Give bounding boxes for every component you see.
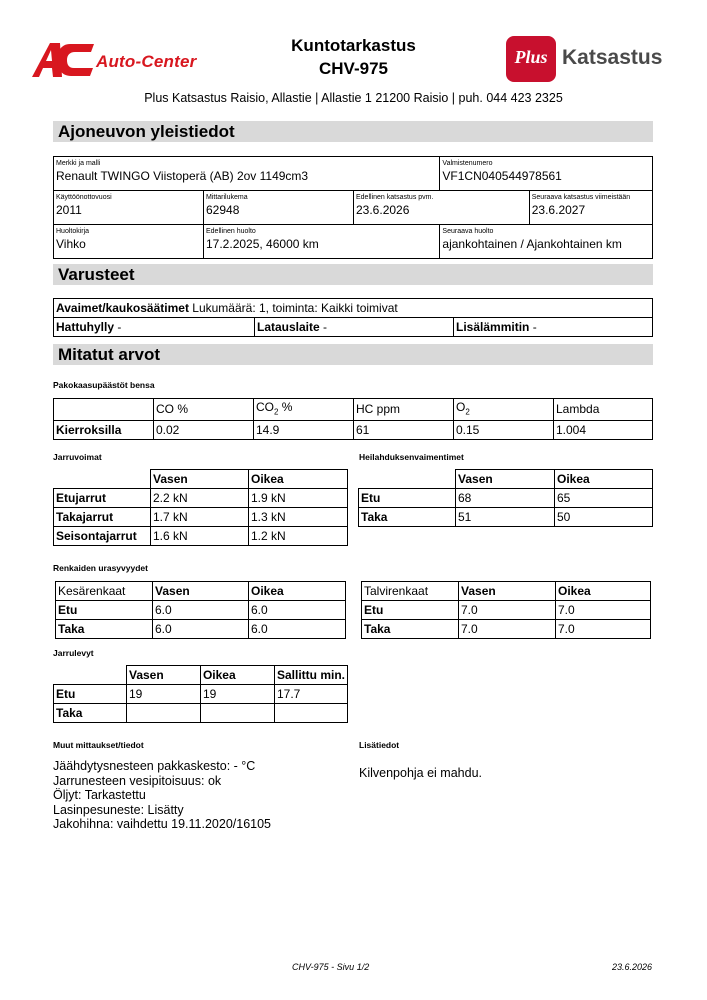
prev-inspection-value: 23.6.2026 (356, 203, 410, 217)
extra-title: Lisätiedot (359, 740, 400, 750)
table-row (359, 489, 653, 508)
summer-left-value: 6.0 (153, 601, 249, 620)
emissions-header-co: CO % (154, 399, 254, 421)
list-item: Lasinpesuneste: Lisätty (53, 802, 184, 817)
table-row (362, 620, 651, 639)
odometer-label: Mittarilukema (206, 194, 248, 201)
charger-value: - (319, 319, 328, 334)
shocks-right-value: 65 (555, 489, 653, 508)
emissions-header-o2 (454, 399, 554, 421)
winter-header-label: Talvirenkaat (362, 582, 459, 601)
make-model-label: Merkki ja malli (56, 160, 101, 167)
winter-row-label: Etu (362, 601, 459, 620)
o2-subscript: 2 (465, 407, 470, 417)
brakes-row-label: Takajarrut (54, 508, 151, 527)
emissions-header-lambda: Lambda (554, 399, 653, 421)
list-item: Jäähdytysnesteen pakkaskesto: - °C (53, 759, 256, 773)
brakes-left-value: 2.2 kN (151, 489, 249, 508)
prev-service-label: Edellinen huolto (206, 228, 256, 235)
shocks-right-value: 50 (555, 508, 653, 527)
plus-logo-text: Katsastus (562, 46, 663, 69)
odometer-cell (204, 191, 354, 225)
table-row (54, 704, 348, 723)
discs-header-right: Oikea (200, 666, 274, 685)
discs-title: Jarrulevyt (53, 648, 94, 658)
winter-header-right: Oikea (556, 582, 651, 601)
make-model-value: Renault TWINGO Viistoperä (AB) 2ov 1149cm3 (56, 169, 309, 183)
tires-title: Renkaiden urasyvyydet (53, 563, 148, 573)
emissions-o2-value: 0.15 (454, 421, 554, 440)
brakes-table (53, 469, 348, 546)
charger-label: Latauslaite (257, 319, 320, 334)
brakes-title: Jarruvoimat (53, 452, 102, 462)
emissions-title: Pakokaasupäästöt bensa (53, 380, 155, 390)
shocks-table (358, 469, 653, 527)
co2-unit: % (278, 400, 293, 414)
first-use-label: Käyttöönottovuosi (56, 194, 112, 201)
brakes-right-value: 1.2 kN (249, 527, 348, 546)
footer-page: CHV-975 - Sivu 1/2 (292, 962, 370, 972)
table-row (54, 527, 348, 546)
prev-inspection-cell (354, 191, 530, 225)
auto-center-logo (30, 40, 210, 80)
shocks-header-right: Oikea (555, 470, 653, 489)
list-item: Jarrunesteen vesipitoisuus: ok (53, 773, 222, 788)
keys-label: Avaimet/kaukosäätimet (56, 300, 189, 315)
brakes-left-value: 1.7 kN (151, 508, 249, 527)
other-measurements-list (53, 759, 271, 832)
shocks-row-label: Taka (359, 508, 456, 527)
emissions-row-label: Kierroksilla (54, 421, 154, 440)
summer-header-left: Vasen (153, 582, 249, 601)
ac-logo-mark-icon (30, 40, 96, 80)
brakes-left-value: 1.6 kN (151, 527, 249, 546)
table-row (54, 508, 348, 527)
shocks-row-label: Etu (359, 489, 456, 508)
vin-cell (440, 157, 653, 191)
co2-subscript: 2 (274, 407, 279, 417)
summer-tires-table (55, 581, 346, 639)
next-inspection-value: 23.6.2027 (531, 203, 586, 217)
discs-row-label: Taka (54, 704, 127, 723)
emissions-co-value: 0.02 (154, 421, 254, 440)
heater-label: Lisälämmitin (456, 319, 530, 334)
discs-right-value: 19 (200, 685, 274, 704)
plus-katsastus-logo (506, 36, 676, 82)
shocks-left-value: 51 (456, 508, 555, 527)
keys-cell (54, 299, 653, 318)
emissions-header-hc: HC ppm (354, 399, 454, 421)
extra-text: Kilvenpohja ei mahdu. (359, 766, 482, 780)
heater-value: - (529, 319, 537, 334)
section-equipment-title: Varusteet (53, 264, 653, 285)
table-row (362, 601, 651, 620)
table-row (54, 489, 348, 508)
summer-left-value: 6.0 (153, 620, 249, 639)
discs-header-min: Sallittu min. (274, 666, 347, 685)
winter-row-label: Taka (362, 620, 459, 639)
co2-label: CO (256, 400, 274, 414)
emissions-hc-value: 61 (354, 421, 454, 440)
general-info-table (53, 156, 653, 259)
discs-min-value: 17.7 (274, 685, 347, 704)
document-title: Kuntotarkastus (291, 36, 416, 55)
brakes-header-blank (54, 470, 151, 489)
prev-service-value: 17.2.2025, 46000 km (206, 237, 319, 251)
shocks-header-blank (359, 470, 456, 489)
summer-right-value: 6.0 (249, 601, 346, 620)
shelf-value: - (114, 319, 122, 334)
winter-left-value: 7.0 (459, 601, 556, 620)
service-book-cell (54, 225, 204, 259)
shocks-header-left: Vasen (456, 470, 555, 489)
section-general-title: Ajoneuvon yleistiedot (53, 121, 653, 142)
vin-label: Valmistenumero (442, 160, 493, 167)
next-inspection-label: Seuraava katsastus viimeistään (531, 194, 631, 201)
discs-min-value (274, 704, 347, 723)
brakes-header-left: Vasen (151, 470, 249, 489)
keys-value: Lukumäärä: 1, toiminta: Kaikki toimivat (188, 300, 398, 315)
service-book-value: Vihko (56, 237, 86, 251)
prev-service-cell (204, 225, 440, 259)
winter-right-value: 7.0 (556, 620, 651, 639)
discs-right-value (200, 704, 274, 723)
brakes-right-value: 1.3 kN (249, 508, 348, 527)
table-row (359, 508, 653, 527)
prev-inspection-label: Edellinen katsastus pvm. (356, 194, 434, 201)
heater-cell (454, 318, 653, 337)
station-address: Plus Katsastus Raisio, Allastie | Allastie 1 21200 Raisio | puh. 044 423 2325 (144, 91, 563, 105)
table-row (56, 620, 346, 639)
emissions-lambda-value: 1.004 (554, 421, 653, 440)
discs-header-left: Vasen (126, 666, 200, 685)
discs-header-blank (54, 666, 127, 685)
brakes-row-label: Seisontajarrut (54, 527, 151, 546)
plus-badge-icon (506, 36, 556, 82)
shocks-left-value: 68 (456, 489, 555, 508)
discs-row-label: Etu (54, 685, 127, 704)
summer-row-label: Taka (56, 620, 153, 639)
discs-table (53, 665, 348, 723)
odometer-value: 62948 (206, 203, 240, 217)
plus-badge-text: Plus (514, 47, 548, 67)
discs-left-value: 19 (126, 685, 200, 704)
charger-cell (255, 318, 454, 337)
o2-label: O (456, 400, 466, 414)
discs-left-value (126, 704, 200, 723)
brakes-header-right: Oikea (249, 470, 348, 489)
summer-header-label: Kesärenkaat (56, 582, 153, 601)
shelf-cell (54, 318, 255, 337)
registration-number: CHV-975 (319, 59, 388, 78)
list-item: Jakohihna: vaihdettu 19.11.2020/16105 (53, 817, 272, 831)
brakes-row-label: Etujarrut (54, 489, 151, 508)
make-model-cell (54, 157, 440, 191)
list-item: Öljyt: Tarkastettu (53, 788, 146, 802)
brakes-right-value: 1.9 kN (249, 489, 348, 508)
next-inspection-cell (529, 191, 652, 225)
other-title: Muut mittaukset/tiedot (53, 740, 144, 750)
section-measured-title: Mitatut arvot (53, 344, 653, 365)
winter-right-value: 7.0 (556, 601, 651, 620)
summer-row-label: Etu (56, 601, 153, 620)
winter-left-value: 7.0 (459, 620, 556, 639)
table-row (56, 601, 346, 620)
emissions-header-co2 (254, 399, 354, 421)
summer-right-value: 6.0 (249, 620, 346, 639)
vin-value: VF1CN040544978561 (442, 169, 562, 183)
emissions-header-blank (54, 399, 154, 421)
emissions-co2-value: 14.9 (254, 421, 354, 440)
winter-tires-table (361, 581, 651, 639)
first-use-value: 2011 (56, 203, 82, 217)
shelf-label: Hattuhylly (56, 319, 115, 334)
emissions-table (53, 398, 653, 440)
service-book-label: Huoltokirja (56, 228, 90, 235)
next-service-value: ajankohtainen / Ajankohtainen km (442, 237, 622, 251)
footer-date: 23.6.2026 (612, 962, 653, 972)
winter-header-left: Vasen (459, 582, 556, 601)
next-service-cell (440, 225, 653, 259)
summer-header-right: Oikea (249, 582, 346, 601)
ac-logo-text: Auto-Center (96, 52, 197, 71)
first-use-cell (54, 191, 204, 225)
table-row (54, 685, 348, 704)
shocks-title: Heilahduksenvaimentimet (359, 452, 464, 462)
next-service-label: Seuraava huolto (442, 228, 494, 235)
equipment-table (53, 298, 653, 337)
